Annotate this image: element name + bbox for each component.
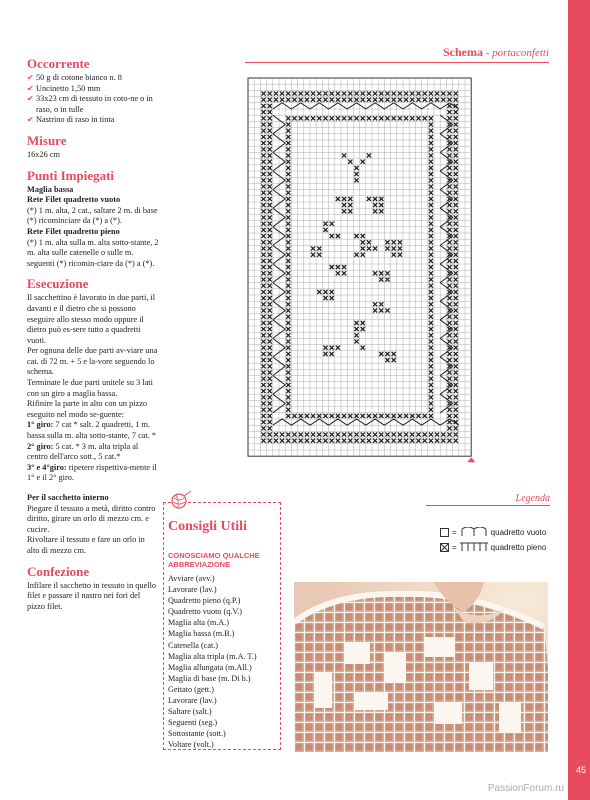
- start-marker-icon: [467, 457, 475, 462]
- legend-title: Legenda: [426, 493, 550, 506]
- abbreviation-item: Catenella (cat.): [168, 640, 219, 650]
- pieno-title: Rete Filet quadretto pieno: [27, 226, 120, 236]
- check-icon: ✔: [27, 94, 34, 104]
- abbreviation-item: Avviare (avv.): [168, 574, 215, 583]
- interno-title: Per il sacchetto interno: [27, 493, 109, 502]
- page-number: 45: [575, 765, 586, 775]
- abbreviation-item: Maglia alta (m.A.): [168, 618, 229, 628]
- confezione-text: Infilare il sacchetto in tessuto in quello filet e passare il nastro nei fori del pizzo filet.: [27, 580, 157, 611]
- consigli-subtitle: CONOSCIAMO QUALCHE ABBREVIAZIONE: [168, 551, 260, 569]
- check-icon: ✔: [27, 73, 34, 82]
- occorrente-item: ✔ Uncinetto 1,50 mm: [27, 83, 101, 93]
- consigli-title: Consigli Utili: [168, 519, 247, 534]
- check-icon: ✔: [27, 115, 34, 125]
- schema-dash: -: [483, 47, 493, 59]
- legend-eq: =: [452, 542, 457, 552]
- abbreviation-item: Sottostante (sott.): [168, 729, 226, 739]
- esecuzione-p3: Terminate le due parti unitele su 3 lati con un giro a maglia bassa.: [27, 378, 153, 398]
- esecuzione-title: Esecuzione: [27, 276, 89, 292]
- yarn-ball-icon: [170, 490, 192, 510]
- giro-2: 2° giro: 5 cat. * 3 m. alta tripla al centro dell'arco sott., 5 cat.*: [27, 441, 139, 462]
- abbreviation-item: Seguenti (seg.): [168, 718, 218, 728]
- vuoto-title: Rete Filet quadretto vuoto: [27, 195, 121, 205]
- legend-item-pieno: [440, 542, 546, 552]
- esecuzione-p4: Rifinire la parte in alto con un pizzo eseguito nel modo se-guente:: [27, 399, 148, 419]
- occorrente-item: ✔ 33x23 cm di tessuto in coto-ne o in raso, o in tulle: [27, 94, 153, 114]
- abbreviation-item: Maglia alta tripla (m.A. T.): [168, 651, 257, 661]
- misure-text: 16x26 cm: [27, 149, 60, 159]
- schema-subtitle: portaconfetti: [492, 47, 549, 59]
- misure-title: Misure: [27, 132, 67, 148]
- punti-title: Punti Impiegati: [27, 167, 115, 183]
- footer-site: PassionForum.ru: [487, 783, 564, 794]
- giro-1: 1° giro: 7 cat * salt. 2 quadretti, 1 m. bassa sulla m. alta sotto-stante, 7 cat. *: [27, 420, 157, 441]
- sidebar-strip: [568, 0, 590, 800]
- left-column: [27, 56, 159, 612]
- filet-chart-svg: [244, 76, 480, 476]
- occorrente-item: ✔ 50 g di cotone bianco n. 8: [27, 73, 122, 82]
- interno-text-1: Piegare il tessuto a metà, diritto contro diritto, girare un orlo di mezzo cm. e cucire.: [27, 503, 156, 534]
- stitch-symbol-icon: [460, 527, 488, 537]
- legend-label: quadretto vuoto: [490, 527, 547, 537]
- legend-label: quadretto pieno: [490, 542, 547, 552]
- schema-title: Schema: [443, 45, 483, 59]
- abbreviation-item: Quadretto pieno (q.P.): [168, 596, 241, 606]
- interno-text-2: Rivoltare il tessuto e fare un orlo in alto di mezzo cm.: [27, 535, 145, 555]
- vuoto-text: (*) 1 m. alta, 2 cat., saltare 2 m. di base (*) ricominciare da (*) a (*).: [27, 205, 158, 226]
- crossed-square-icon: [440, 543, 449, 552]
- abbreviation-item: Maglia allungata (m.All.): [168, 662, 252, 672]
- occorrente-title: Occorrente: [27, 56, 90, 71]
- product-photo: [294, 582, 548, 752]
- abbreviation-item: Voltare (volt.): [168, 740, 214, 750]
- stitch-symbol-icon: [460, 542, 488, 552]
- abbreviation-item: Quadretto vuoto (q.V.): [168, 607, 242, 617]
- occorrente-item: ✔ Nastrino di raso in tinta: [27, 115, 115, 125]
- maglia-bassa-label: Maglia bassa: [27, 184, 74, 194]
- abbreviation-item: Saltare (salt.): [168, 707, 212, 717]
- abbreviation-item: Lavorare (lav.): [168, 696, 217, 706]
- empty-square-icon: [440, 528, 449, 537]
- schema-header: [245, 45, 549, 63]
- filet-chart: [244, 76, 480, 481]
- abbreviation-item: Maglia di base (m. Di b.): [168, 673, 251, 683]
- confezione-title: Confezione: [27, 563, 90, 579]
- abbreviation-list: [168, 573, 257, 751]
- bag-photo-illustration: [294, 582, 548, 752]
- abbreviation-item: Lavorare (lav.): [168, 585, 217, 595]
- check-icon: ✔: [27, 83, 34, 93]
- pieno-text: (*) 1 m. alta sulla m. alta sotto-stante, 2 m. alta sulle catenelle o sulle m. seguenti (*) ricomin-ciare da (*) a (*).: [27, 237, 159, 268]
- esecuzione-p2: Per ognuna delle due parti av-viare una cat. di 72 m. + 5 e la-vore seguendo lo schema.: [27, 346, 158, 377]
- abbreviation-item: Maglia bassa (m.B.): [168, 629, 235, 639]
- esecuzione-p1: Il sacchettino è lavorato in due parti, il davanti e il dietro che si possono eseguire allo stesso modo oppure il dietro può es-sere tutto a quadretti vuoti.: [27, 293, 156, 345]
- legend-item-vuoto: [440, 527, 546, 537]
- legend-eq: =: [452, 527, 457, 537]
- abbreviation-item: Gettato (gett.): [168, 684, 214, 694]
- giro-3-4: 3° e 4°giro: ripetere rispettiva-mente il 1° e il 2° giro.: [27, 462, 157, 483]
